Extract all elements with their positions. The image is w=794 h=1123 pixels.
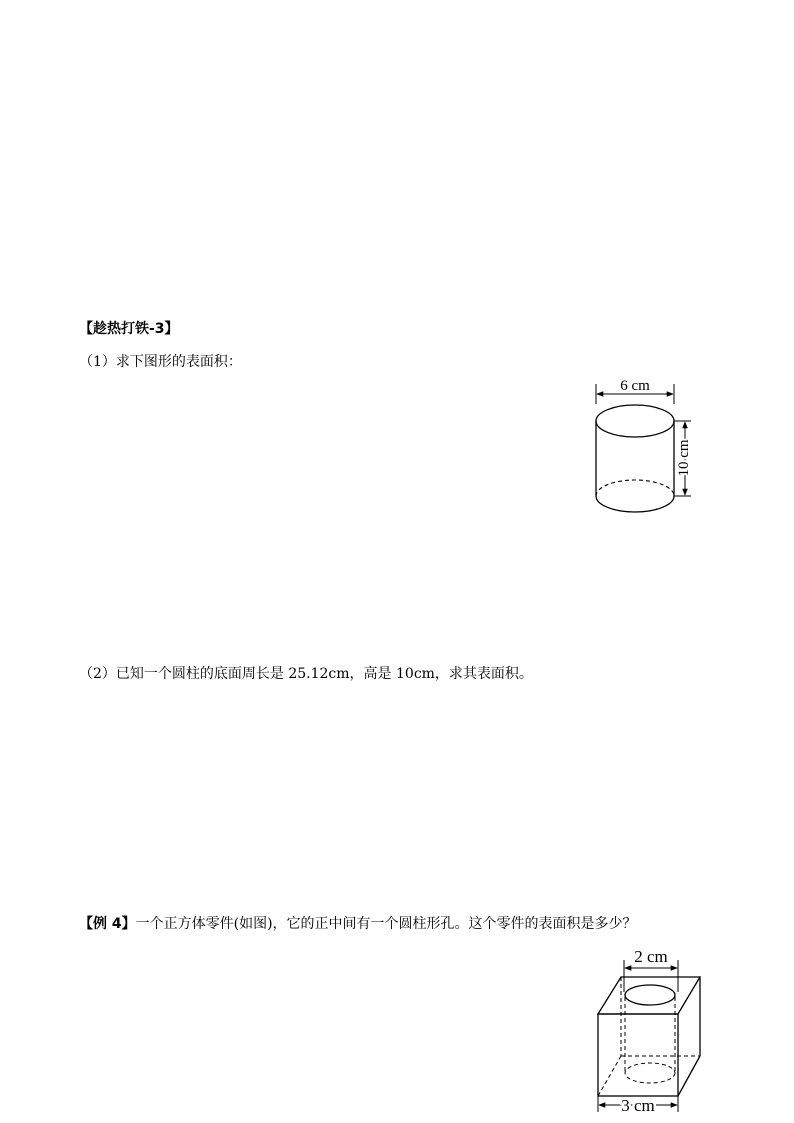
example-4 [79,915,637,933]
example-text: 一个正方体零件(如图)，它的正中间有一个圆柱形孔。这个零件的表面积是多少？ [135,916,637,932]
example-label: 【例 4】 [79,916,136,932]
diameter-label: 6 cm [620,378,650,394]
cylinder-figure [585,370,705,530]
cube-figure [590,940,715,1120]
height-label: 10 cm [676,439,692,477]
question-2: （2）已知一个圆柱的底面周长是 25.12cm，高是 10cm，求其表面积。 [79,666,533,682]
side-label: 3 cm [621,1096,655,1115]
section-heading: 【趁热打铁-3】 [79,321,179,337]
hole-label: 2 cm [634,947,668,966]
question-1: （1）求下图形的表面积： [79,354,242,370]
